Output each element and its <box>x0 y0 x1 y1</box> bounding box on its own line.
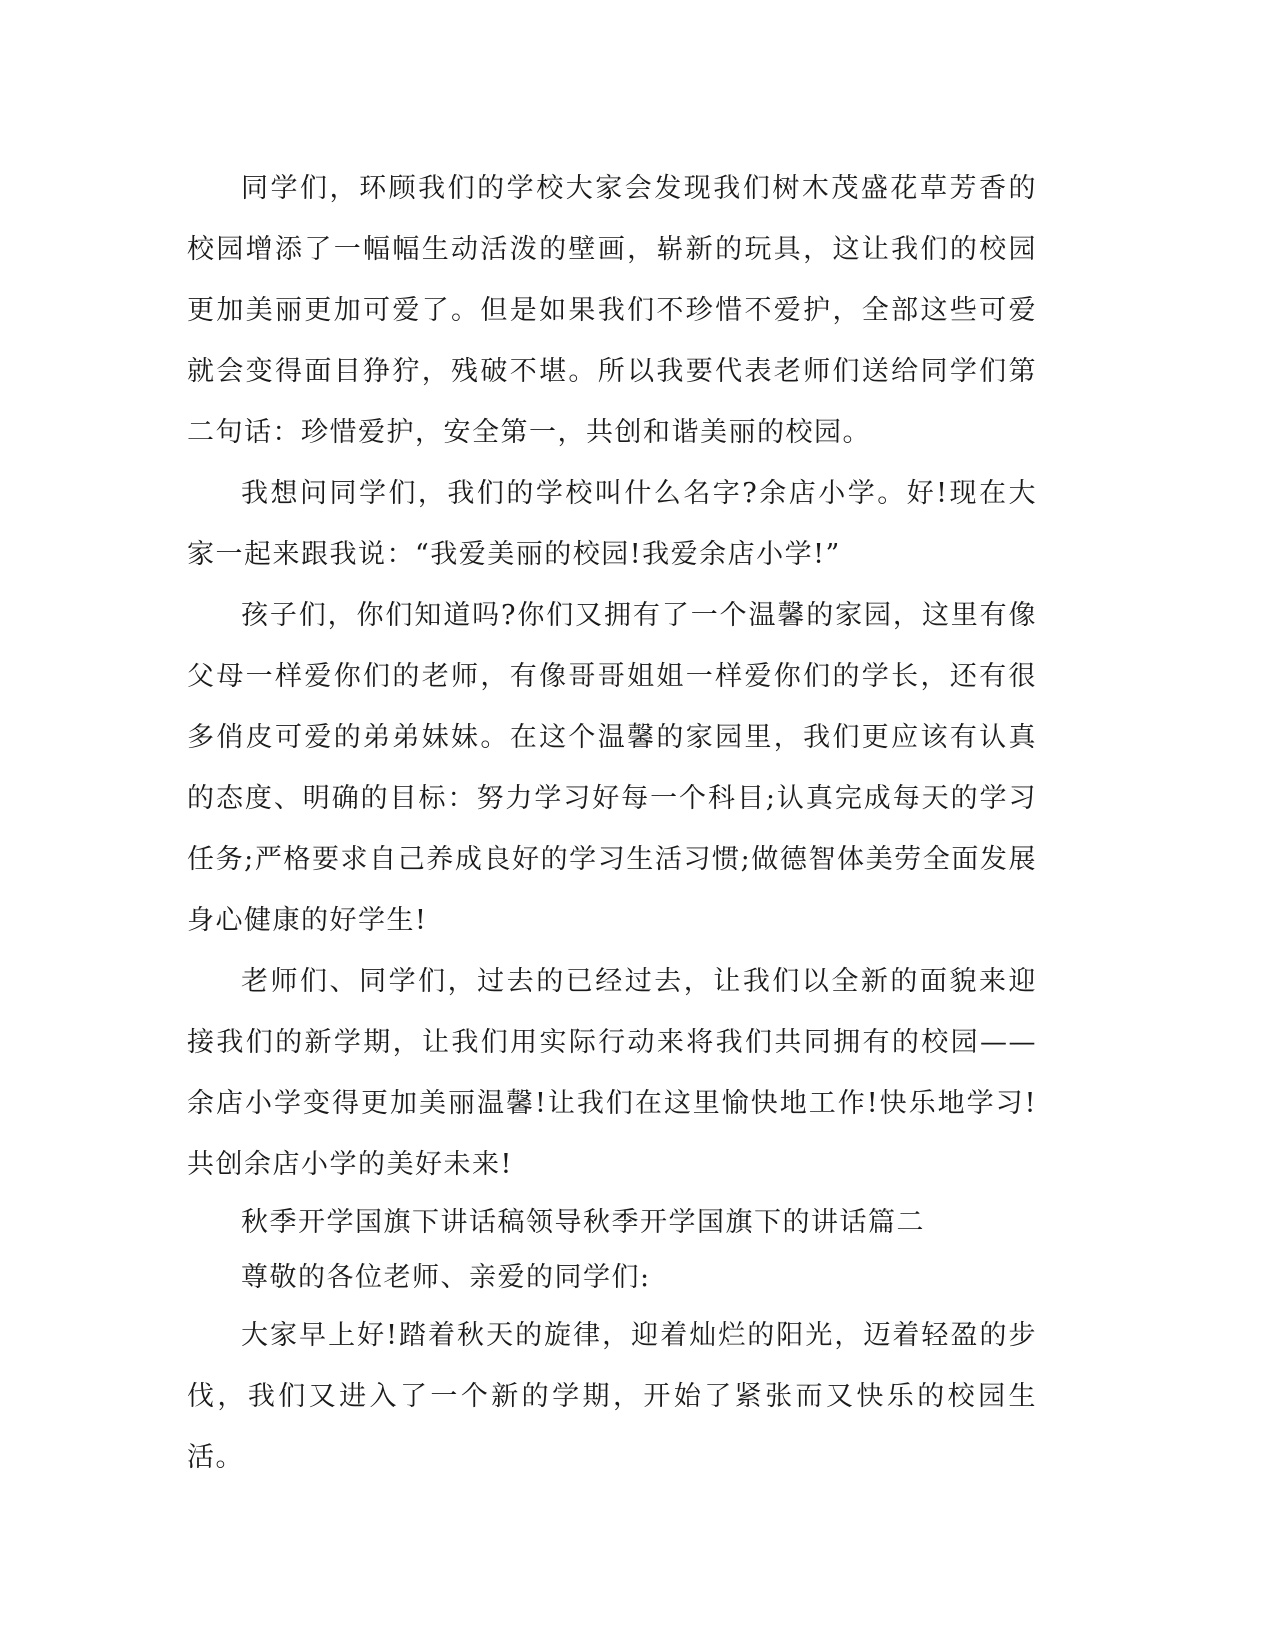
section-heading: 秋季开学国旗下讲话稿领导秋季开学国旗下的讲话篇二 <box>241 1207 925 1238</box>
paragraph-greeting: 大家早上好!踏着秋天的旋律，迎着灿烂的阳光，迈着轻盈的步伐，我们又进入了一个新的学期，开始了紧张而又快乐的校园生活。 <box>187 1320 1037 1473</box>
paragraph-school-name: 我想问同学们，我们的学校叫什么名字?余店小学。好!现在大家一起来跟我说：“我爱美丽的校园!我爱余店小学!” <box>187 478 1037 570</box>
paragraph-home: 孩子们，你们知道吗?你们又拥有了一个温馨的家园，这里有像父母一样爱你们的老师，有像哥哥姐姐一样爱你们的学长，还有很多俏皮可爱的弟弟妹妹。在这个温馨的家园里，我们更应该有认真的态度、明确的目标：努力学习好每一个科目;认真完成每天的学习任务;严格要求自己养成良好的学习生活习惯;做德智体美劳全面发展身心健康的好学生! <box>187 600 1037 936</box>
salutation: 尊敬的各位老师、亲爱的同学们: <box>241 1262 651 1293</box>
paragraph-new-semester: 老师们、同学们，过去的已经过去，让我们以全新的面貌来迎接我们的新学期，让我们用实际行动来将我们共同拥有的校园——余店小学变得更加美丽温馨!让我们在这里愉快地工作!快乐地学习!共创余店小学的美好未来! <box>187 966 1037 1180</box>
paragraph-campus: 同学们，环顾我们的学校大家会发现我们树木茂盛花草芳香的校园增添了一幅幅生动活泼的壁画，崭新的玩具，这让我们的校园更加美丽更加可爱了。但是如果我们不珍惜不爱护，全部这些可爱就会变得面目狰狞，残破不堪。所以我要代表老师们送给同学们第二句话：珍惜爱护，安全第一，共创和谐美丽的校园。 <box>187 173 1037 448</box>
document-body <box>187 158 1037 1488</box>
